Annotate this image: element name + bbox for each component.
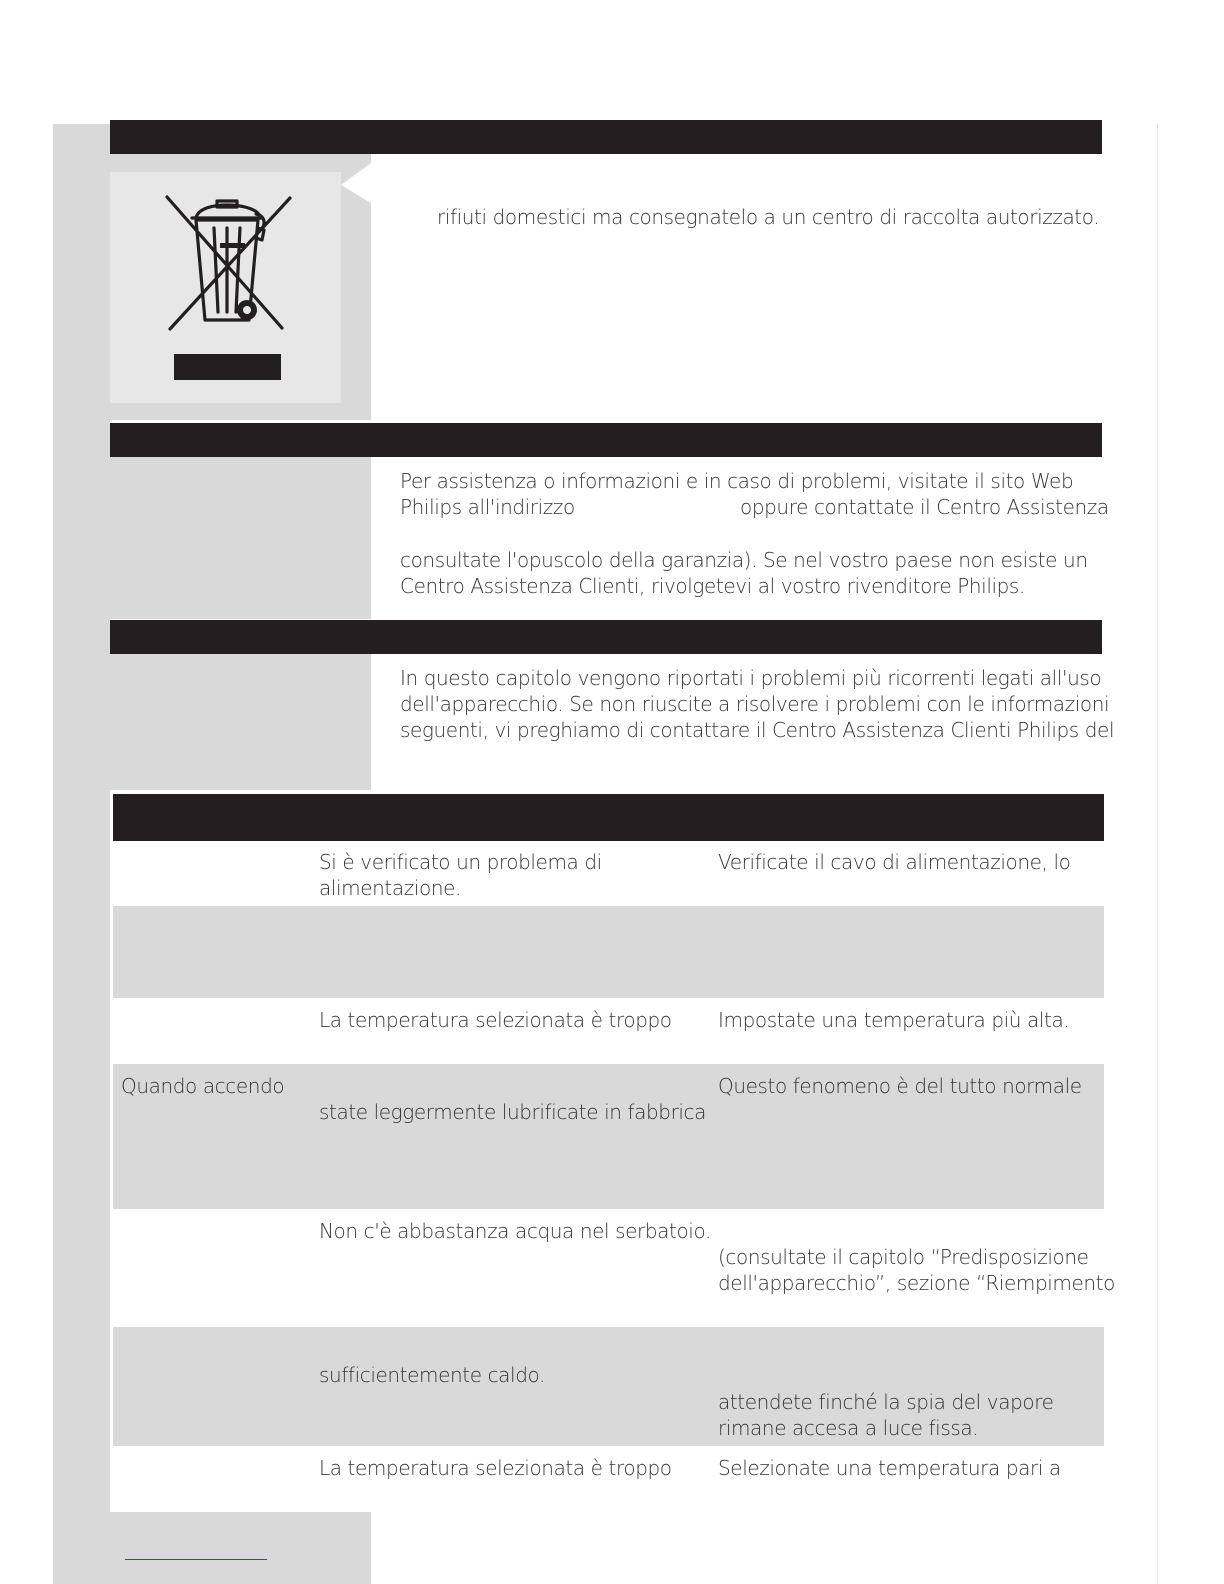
assistance-text-line-2b: oppure contattate il Centro Assistenza (740, 495, 1109, 519)
row-4-problem-line-1: Quando accendo (121, 1074, 285, 1098)
assistance-text-line-3: consultate l'opuscolo della garanzia). Se nel vostro paese non esiste un (400, 548, 1088, 572)
row-3-solution-line-1: Impostate una temperatura più alta. (718, 1008, 1070, 1032)
table-row (113, 1327, 1104, 1446)
section-header-bar-assistance (110, 423, 1102, 457)
assistance-text-line-1: Per assistenza o informazioni e in caso di problemi, visitate il sito Web (400, 469, 1074, 493)
table-row (113, 1064, 1104, 1209)
footer-link-underline[interactable] (125, 1559, 267, 1560)
row-6-solution-line-2: rimane accesa a luce fissa. (718, 1416, 979, 1440)
row-4-solution-line-1: Questo fenomeno è del tutto normale (718, 1074, 1082, 1098)
assistance-text-line-4: Centro Assistenza Clienti, rivolgetevi al vostro rivenditore Philips. (400, 574, 1025, 598)
row-1-solution-line-1: Verificate il cavo di alimentazione, lo (718, 850, 1071, 874)
table-header-bar (113, 794, 1104, 841)
row-5-solution-line-1: (consultate il capitolo “Predisposizione (718, 1245, 1089, 1269)
troubleshooting-text-line-2: dell'apparecchio. Se non riuscite a risolvere i problemi con le informazioni (400, 692, 1110, 716)
row-6-solution-line-1: attendete finché la spia del vapore (718, 1390, 1054, 1414)
section-header-bar-troubleshooting (110, 620, 1102, 654)
table-row (113, 1446, 1104, 1512)
troubleshooting-text-line-3: seguenti, vi preghiamo di contattare il Centro Assistenza Clienti Philips del (400, 718, 1115, 742)
row-5-cause-line-1: Non c'è abbastanza acqua nel serbatoio. (319, 1219, 711, 1243)
row-7-cause-line-1: La temperatura selezionata è troppo (319, 1456, 672, 1480)
row-1-cause-line-2: alimentazione. (319, 876, 461, 900)
row-7-solution-line-1: Selezionate una temperatura pari a (718, 1456, 1061, 1480)
troubleshooting-text-line-1: In questo capitolo vengono riportati i problemi più ricorrenti legati all'uso (400, 666, 1102, 690)
disposal-icon-underbar (174, 354, 281, 380)
sidebar-arrow-notch (341, 163, 373, 203)
row-5-solution-line-2: dell'apparecchio”, sezione “Riempimento (718, 1271, 1115, 1295)
row-3-cause-line-1: La temperatura selezionata è troppo (319, 1008, 672, 1032)
table-row (113, 998, 1104, 1064)
table-row (113, 841, 1104, 906)
assistance-text-line-2a: Philips all'indirizzo (400, 495, 575, 519)
section-sidebar-troubleshooting (110, 654, 371, 790)
section-header-bar-disposal (110, 120, 1102, 154)
section-sidebar-assistance (110, 457, 371, 619)
left-margin-strip (53, 124, 110, 1584)
disposal-icon-box (110, 172, 341, 403)
right-border-line (1157, 124, 1158, 1584)
row-6-cause-line-1: sufficientemente caldo. (319, 1363, 545, 1387)
row-1-cause-line-1: Si è verificato un problema di (319, 850, 602, 874)
row-4-cause-line-1: state leggermente lubrificate in fabbrica (319, 1100, 706, 1124)
disposal-text-line-1: rifiuti domestici ma consegnatelo a un centro di raccolta autorizzato. (437, 205, 1100, 229)
bottom-sidebar (110, 1512, 371, 1584)
table-row (113, 906, 1104, 998)
table-row (113, 1209, 1115, 1327)
